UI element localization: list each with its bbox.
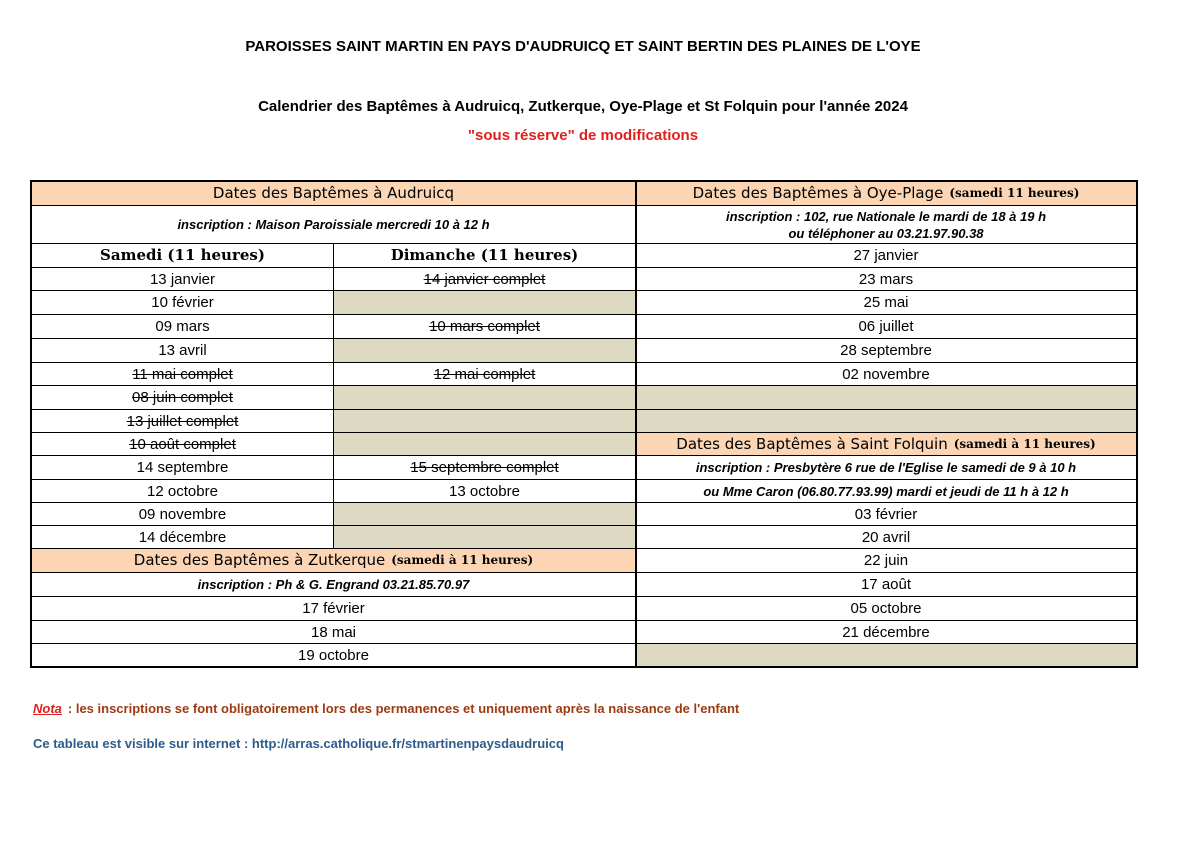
zutkerque-inscription: [31, 572, 636, 597]
oye-plage-heading-text: Dates des Baptêmes à Oye-Plage: [692, 184, 944, 202]
oye-plage-heading: [635, 181, 1137, 206]
st-folquin-date-text: 20 avril: [861, 528, 911, 546]
audruicq-samedi-cell: [31, 267, 334, 291]
st-folquin-heading: [635, 432, 1137, 456]
st-folquin-date: [635, 525, 1137, 549]
audruicq-samedi-cell: [31, 432, 334, 456]
nota-label: Nota: [33, 701, 62, 716]
audruicq-heading: [31, 181, 636, 206]
audruicq-dimanche-cell-text: 10 mars complet: [429, 318, 540, 335]
audruicq-dimanche-empty: [333, 432, 636, 456]
audruicq-dimanche-cell-text: 15 septembre complet: [410, 459, 559, 476]
oye-plage-date-text: 25 mai: [863, 294, 909, 311]
zutkerque-heading-note: (samedi à 11 heures): [391, 553, 534, 567]
audruicq-samedi-cell-text: 13 juillet complet: [126, 412, 239, 430]
audruicq-samedi-cell: [31, 502, 334, 526]
audruicq-heading-text: Dates des Baptêmes à Audruicq: [212, 184, 455, 202]
audruicq-dimanche-empty: [333, 338, 636, 363]
audruicq-samedi-cell: [31, 362, 334, 386]
audruicq-samedi-header-text: Samedi (11 heures): [100, 246, 265, 264]
oye-plage-date: [635, 314, 1137, 339]
zutkerque-date-text: 19 octobre: [298, 646, 369, 664]
audruicq-dimanche-header-text: Dimanche (11 heures): [390, 246, 579, 264]
audruicq-samedi-cell: [31, 455, 334, 480]
audruicq-samedi-cell: [31, 479, 334, 503]
st-folquin-date-text: 21 décembre: [842, 623, 930, 641]
page-subtitle: Calendrier des Baptêmes à Audruicq, Zutkerque, Oye-Plage et St Folquin pour l'année 2024: [258, 98, 908, 115]
audruicq-dimanche-empty: [333, 525, 636, 549]
nota-line: [33, 701, 739, 716]
st-folquin-date-text: 17 août: [860, 576, 912, 593]
audruicq-dimanche-cell: [333, 479, 636, 503]
oye-plage-inscription-line-1: inscription : 102, rue Nationale le mardi de 18 à 19 h: [725, 208, 1047, 224]
st-folquin-date: [635, 572, 1137, 597]
oye-plage-date-text: 02 novembre: [842, 365, 930, 383]
audruicq-samedi-cell-text: 08 juin complet: [132, 389, 233, 406]
audruicq-dimanche-cell-text: 12 mai complet: [433, 365, 536, 383]
audruicq-samedi-cell-text: 09 mars: [155, 318, 210, 335]
st-folquin-heading-text: Dates des Baptêmes à Saint Folquin: [676, 434, 948, 453]
oye-plage-date: [635, 267, 1137, 291]
audruicq-samedi-cell-text: 09 novembre: [138, 505, 227, 523]
audruicq-samedi-cell-text: 14 septembre: [136, 459, 229, 476]
st-folquin-inscription-1: [635, 455, 1137, 480]
audruicq-inscription: [31, 205, 636, 244]
audruicq-dimanche-cell: [333, 362, 636, 386]
zutkerque-date-text: 18 mai: [310, 623, 357, 641]
zutkerque-date: [31, 643, 636, 667]
audruicq-samedi-cell-text: 10 février: [151, 294, 214, 311]
audruicq-dimanche-cell-text: 13 octobre: [449, 482, 520, 500]
audruicq-dimanche-cell: [333, 314, 636, 339]
audruicq-samedi-cell: [31, 314, 334, 339]
oye-plage-date: [635, 243, 1137, 268]
audruicq-dimanche-cell: [333, 267, 636, 291]
oye-plage-empty: [635, 409, 1137, 433]
st-folquin-date: [635, 502, 1137, 526]
reserve-note: "sous réserve" de modifications: [467, 127, 699, 144]
audruicq-samedi-cell-text: 14 décembre: [138, 528, 227, 546]
oye-plage-inscription: [635, 205, 1137, 244]
oye-plage-date-text: 06 juillet: [858, 318, 914, 335]
audruicq-dimanche-empty: [333, 290, 636, 315]
zutkerque-date-text: 17 février: [302, 600, 365, 617]
st-folquin-inscription-2-text: ou Mme Caron (06.80.77.93.99) mardi et jeudi de 11 h à 12 h: [703, 483, 1069, 499]
audruicq-samedi-cell-text: 10 août complet: [129, 435, 236, 453]
st-folquin-heading-note: (samedi à 11 heures): [953, 436, 1096, 451]
st-folquin-inscription-1-text: inscription : Presbytère 6 rue de l'Eglise le samedi de 9 à 10 h: [695, 460, 1077, 475]
st-folquin-date-text: 03 février: [854, 505, 918, 523]
audruicq-samedi-cell: [31, 409, 334, 433]
st-folquin-date-text: 05 octobre: [850, 600, 922, 617]
st-folquin-date: [635, 620, 1137, 644]
audruicq-samedi-cell-text: 13 avril: [158, 342, 207, 359]
audruicq-samedi-cell-text: 11 mai complet: [132, 365, 233, 383]
zutkerque-date: [31, 596, 636, 621]
st-folquin-date: [635, 548, 1137, 573]
audruicq-samedi-cell: [31, 385, 334, 410]
oye-plage-inscription-line-2: ou téléphoner au 03.21.97.90.38: [788, 225, 984, 241]
zutkerque-inscription-text: inscription : Ph & G. Engrand 03.21.85.70.97: [197, 577, 470, 592]
oye-plage-date: [635, 338, 1137, 363]
oye-plage-date: [635, 290, 1137, 315]
audruicq-dimanche-empty: [333, 409, 636, 433]
zutkerque-heading: [31, 548, 636, 573]
st-folquin-date: [635, 596, 1137, 621]
zutkerque-date: [31, 620, 636, 644]
st-folquin-date-text: 22 juin: [863, 552, 909, 569]
audruicq-samedi-cell-text: 13 janvier: [149, 270, 216, 288]
oye-plage-heading-note: (samedi 11 heures): [949, 186, 1080, 200]
website-line: Ce tableau est visible sur internet : http://arras.catholique.fr/stmartinenpaysdaudruicq: [33, 736, 564, 751]
audruicq-inscription-text: inscription : Maison Paroissiale mercredi 10 à 12 h: [177, 217, 490, 232]
nota-text: : les inscriptions se font obligatoirement lors des permanences et uniquement après la naissance de l'enfant: [67, 701, 740, 716]
page-title: PAROISSES SAINT MARTIN EN PAYS D'AUDRUICQ ET SAINT BERTIN DES PLAINES DE L'OYE: [245, 38, 921, 55]
audruicq-dimanche-cell-text: 14 janvier complet: [423, 270, 546, 288]
oye-plage-date-text: 23 mars: [858, 270, 914, 288]
audruicq-dimanche-header: [333, 243, 636, 268]
oye-plage-date-text: 27 janvier: [853, 247, 919, 264]
audruicq-samedi-cell: [31, 525, 334, 549]
audruicq-samedi-cell-text: 12 octobre: [147, 482, 218, 500]
st-folquin-empty: [635, 643, 1137, 667]
st-folquin-inscription-2: [635, 479, 1137, 503]
audruicq-samedi-cell: [31, 290, 334, 315]
audruicq-samedi-cell: [31, 338, 334, 363]
oye-plage-date: [635, 362, 1137, 386]
zutkerque-heading-text: Dates des Baptêmes à Zutkerque: [133, 551, 386, 569]
audruicq-samedi-header: [31, 243, 334, 268]
oye-plage-empty: [635, 385, 1137, 410]
audruicq-dimanche-empty: [333, 502, 636, 526]
audruicq-dimanche-empty: [333, 385, 636, 410]
audruicq-dimanche-cell: [333, 455, 636, 480]
oye-plage-date-text: 28 septembre: [840, 342, 932, 359]
